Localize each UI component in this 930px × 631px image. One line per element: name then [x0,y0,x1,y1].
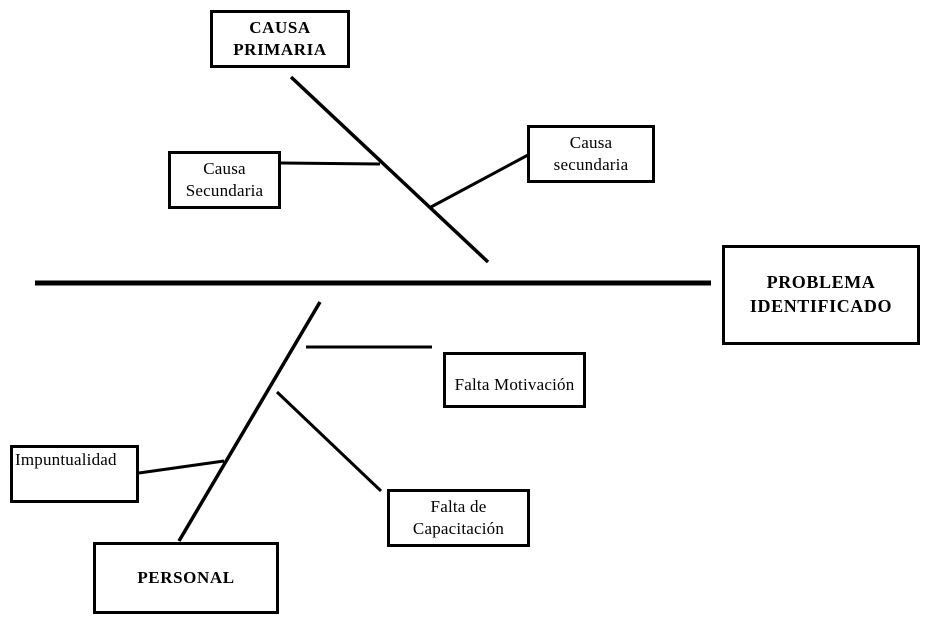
node-causa-primaria-line1: CAUSA [249,17,311,37]
impuntualidad-connector [139,461,224,473]
node-causa-secundaria-right-line2: secundaria [553,155,629,174]
node-falta-motivacion [443,352,586,408]
node-causa-primaria [210,10,350,68]
causa-secundaria-right-connector [431,155,528,207]
node-causa-secundaria-right-line1: Causa [569,132,613,152]
node-problema-identificado [722,245,920,345]
node-personal-line1: PERSONAL [137,567,235,587]
node-causa-primaria-line2: PRIMARIA [233,40,327,59]
falta-capacitacion-connector [277,392,381,491]
node-personal [93,542,279,614]
node-problema-identificado-line1: PROBLEMA [766,272,876,293]
node-causa-secundaria-right [527,125,655,183]
upper-bone-line [291,77,488,262]
node-falta-capacitacion-line2: Capacitación [412,519,505,538]
node-falta-motivacion-line1: Falta Motivación [454,374,575,394]
node-falta-capacitacion [387,489,530,547]
node-impuntualidad-line1: Impuntualidad [15,450,117,469]
node-problema-identificado-line2: IDENTIFICADO [749,296,893,316]
node-falta-capacitacion-line1: Falta de [430,496,487,516]
causa-secundaria-left-connector [281,163,380,164]
lower-bone-line [179,302,320,541]
node-impuntualidad [10,445,139,503]
node-causa-secundaria-left [168,151,281,209]
node-causa-secundaria-left-line2: Secundaria [185,181,264,200]
node-causa-secundaria-left-line1: Causa [203,158,246,178]
